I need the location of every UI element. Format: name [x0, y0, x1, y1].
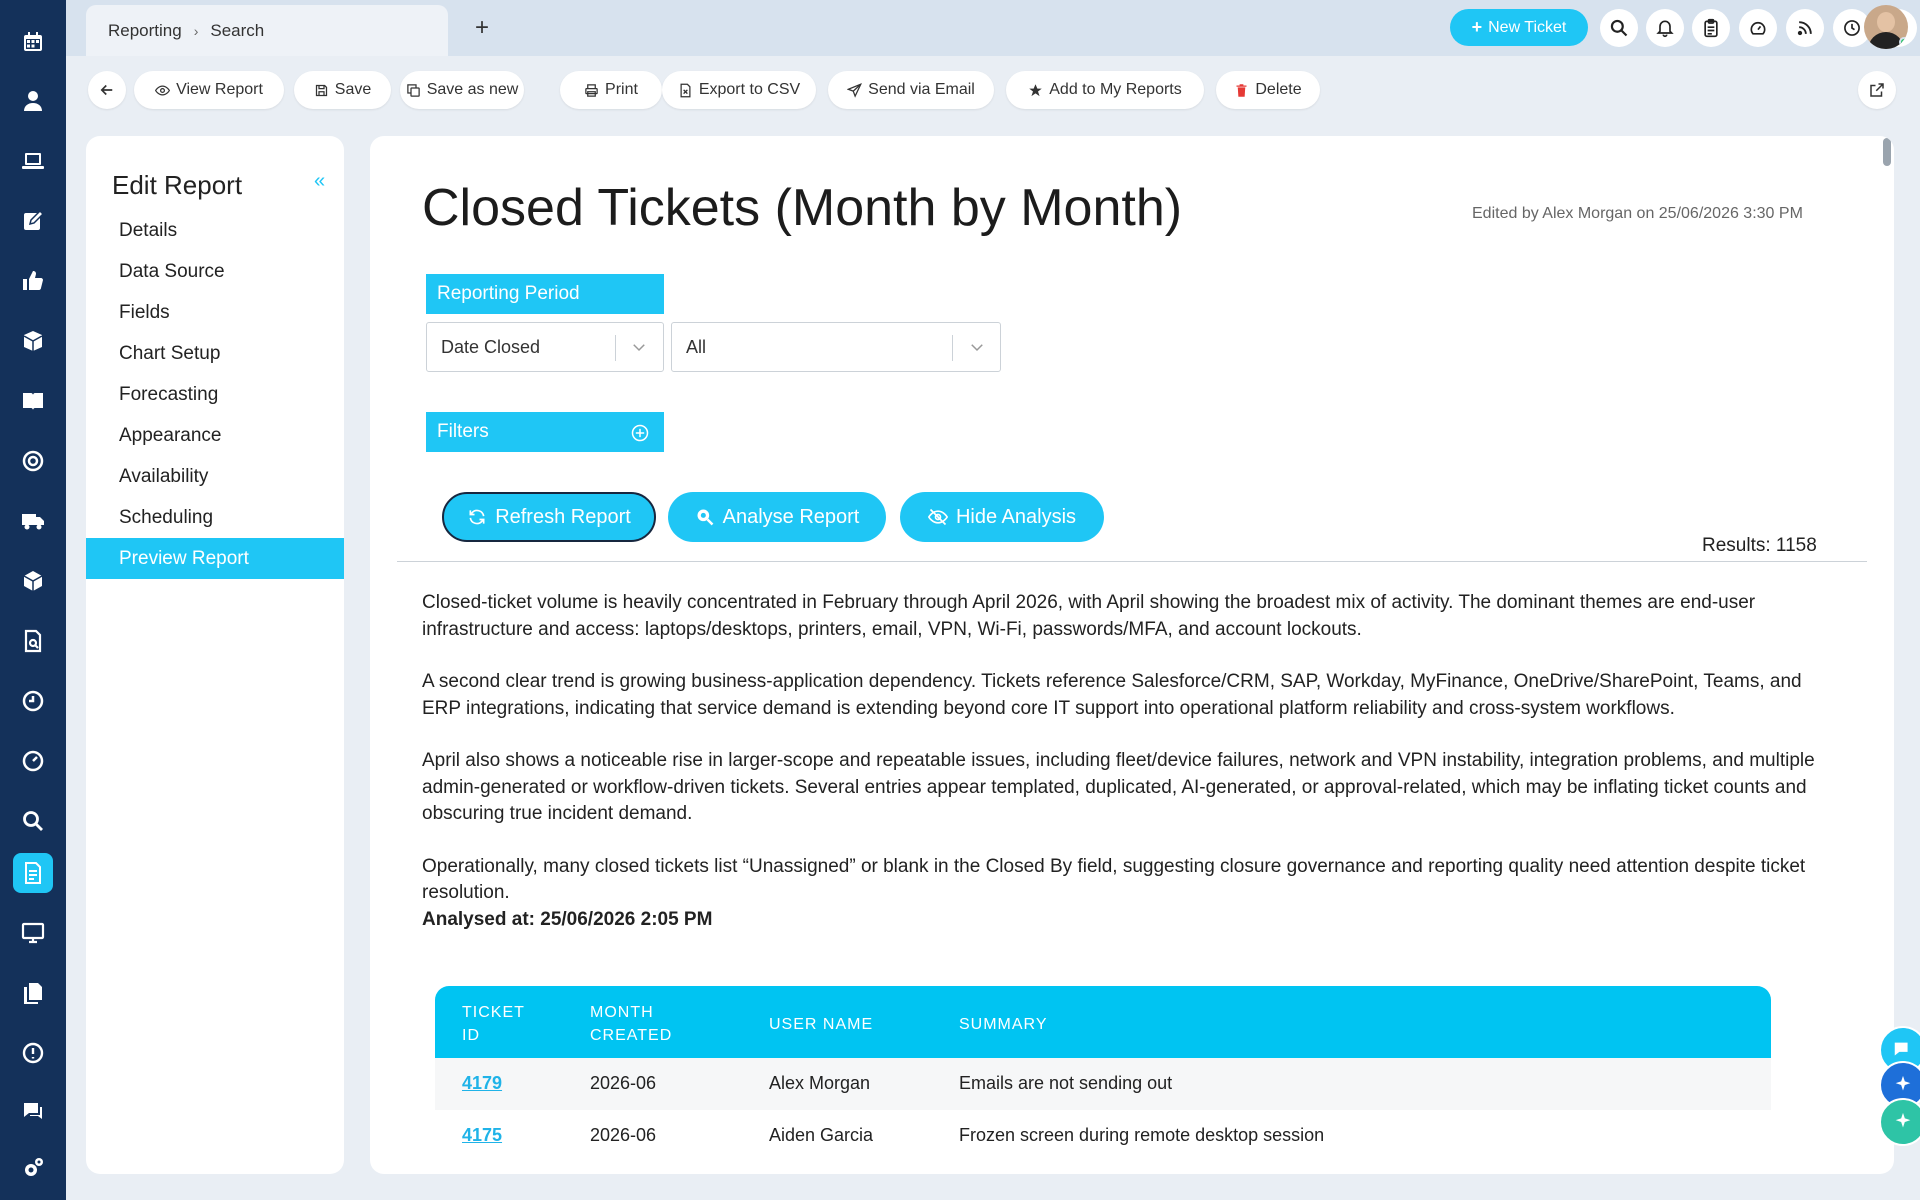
export-csv-label: Export to CSV: [698, 81, 801, 98]
bell-icon[interactable]: [1646, 9, 1684, 47]
results-count: Results: 1158: [1702, 535, 1817, 556]
files-icon[interactable]: [13, 973, 53, 1013]
sidebar-item-availability[interactable]: Availability: [119, 465, 209, 487]
report-preview-panel: [370, 136, 1894, 1174]
sidebar-item-forecasting[interactable]: Forecasting: [119, 383, 219, 405]
reporting-period-header: Reporting Period: [426, 274, 664, 314]
star-icon: [1028, 83, 1043, 98]
trash-icon: [1234, 83, 1249, 98]
external-link-icon: [1868, 81, 1886, 99]
sidebar-item-fields[interactable]: Fields: [119, 301, 170, 323]
ai-helper-button[interactable]: [1879, 1098, 1920, 1146]
save-icon: [314, 83, 329, 98]
chat-bubble-icon: [1892, 1039, 1914, 1061]
print-button[interactable]: [560, 71, 662, 109]
analysis-paragraph-3: April also shows a noticeable rise in larger-scope and repeatable issues, including fleet/device failures, network and VPN instability, integration problems, and multiple admin-generated or workflow-driven tickets. Several entries appear templated, duplicated, AI-generated, or approval-related, which may be inflating ticket counts and obscuring true incident demand.: [422, 750, 1815, 824]
chat-icon[interactable]: [13, 1091, 53, 1131]
table-row[interactable]: [435, 1058, 1771, 1110]
rss-icon[interactable]: [1786, 9, 1824, 47]
sidebar-item-preview-report[interactable]: Preview Report: [86, 538, 344, 579]
user-icon[interactable]: [13, 81, 53, 121]
refresh-report-label: Refresh Report: [495, 505, 631, 528]
file-export-icon: [678, 83, 693, 98]
search-icon[interactable]: [13, 801, 53, 841]
sidebar-item-scheduling[interactable]: Scheduling: [119, 506, 214, 528]
printer-icon: [584, 83, 599, 98]
delete-button[interactable]: [1216, 71, 1320, 109]
open-external-button[interactable]: [1858, 71, 1896, 109]
book-icon[interactable]: [13, 381, 53, 421]
hide-analysis-label: Hide Analysis: [955, 505, 1077, 528]
month-created-cell: 2026-06: [590, 1073, 657, 1093]
toolbar: [66, 56, 1920, 124]
save-button[interactable]: [294, 71, 391, 109]
breadcrumb-reporting[interactable]: Reporting: [108, 20, 182, 40]
send-icon: [847, 83, 862, 98]
refresh-icon: [467, 507, 487, 527]
col-user-name[interactable]: USER NAME: [769, 1016, 874, 1033]
analysis-paragraph-4: Operationally, many closed tickets list “Unassigned” or blank in the Closed By field, suggesting closure governance and reporting quality need attention despite ticket resolution.: [422, 855, 1806, 903]
analysis-paragraph-1: Closed-ticket volume is heavily concentrated in February through April 2026, with April showing the broadest mix of activity. The dominant themes are end-user infrastructure and access: laptops/desktops, printers, email, VPN, Wi-Fi, passwords/MFA, and account lockouts.: [422, 592, 1756, 640]
sparkle-icon: [1892, 1074, 1914, 1096]
analyse-report-button[interactable]: [668, 492, 886, 542]
clipboard-icon[interactable]: [1692, 9, 1730, 47]
back-button[interactable]: [88, 71, 126, 109]
summary-cell: Frozen screen during remote desktop session: [959, 1125, 1325, 1145]
calendar-icon[interactable]: [13, 22, 53, 62]
copy-icon: [406, 83, 421, 98]
report-icon[interactable]: [13, 853, 53, 893]
save-as-new-label: Save as new: [426, 81, 519, 98]
period-range-value: All: [686, 336, 707, 357]
analysis-paragraph-2: A second clear trend is growing business-application dependency. Tickets reference Salesforce/CRM, SAP, Workday, MyFinance, OneDrive/SharePoint, Teams, and ERP integrations, indicating that service demand is extending beyond core IT support into operational platform reliability and cross-system workflows.: [422, 671, 1802, 719]
box-icon[interactable]: [13, 321, 53, 361]
col-ticket-id-line2: ID: [462, 1027, 480, 1044]
tickets-table: [435, 986, 1771, 1162]
analysed-at-text: Analysed at: 25/06/2026 2:05 PM: [422, 908, 713, 930]
ticket-id-link[interactable]: 4179: [462, 1073, 503, 1093]
truck-icon[interactable]: [13, 501, 53, 541]
user-name-cell: Alex Morgan: [769, 1073, 871, 1093]
table-row[interactable]: [435, 1110, 1771, 1162]
avatar-head: [1877, 12, 1895, 32]
add-to-my-reports-label: Add to My Reports: [1049, 81, 1182, 98]
eye-slash-icon: [928, 507, 948, 527]
target-icon[interactable]: [13, 441, 53, 481]
period-field-select[interactable]: [426, 322, 664, 372]
sidebar-item-chart-setup[interactable]: Chart Setup: [119, 342, 221, 364]
select-divider: [952, 335, 953, 361]
collapse-icon[interactable]: «: [314, 170, 326, 192]
filters-header[interactable]: [426, 412, 664, 452]
ticket-id-link[interactable]: 4175: [462, 1125, 503, 1145]
period-range-select[interactable]: [671, 322, 1001, 372]
month-created-cell: 2026-06: [590, 1125, 657, 1145]
chevron-down-icon: [630, 338, 648, 356]
col-ticket-id[interactable]: [462, 1001, 525, 1047]
sparkle-icon: [1892, 1111, 1914, 1133]
dashboard-icon[interactable]: [1739, 9, 1777, 47]
avatar[interactable]: [1864, 5, 1908, 49]
clock-icon[interactable]: [13, 681, 53, 721]
analyse-report-label: Analyse Report: [722, 505, 860, 528]
plus-icon: +: [1471, 17, 1483, 37]
col-month-created-line2: CREATED: [590, 1027, 673, 1044]
online-status-dot: [1899, 37, 1908, 47]
edit-icon[interactable]: [13, 201, 53, 241]
col-month-created[interactable]: [590, 1001, 672, 1047]
filters-label: Filters: [437, 421, 489, 442]
sidebar-item-details[interactable]: Details: [119, 219, 178, 241]
monitor-icon[interactable]: [13, 913, 53, 953]
save-as-new-button[interactable]: [400, 71, 524, 109]
new-ticket-label: New Ticket: [1488, 18, 1567, 36]
arrow-left-icon: [98, 81, 116, 99]
divider: [397, 561, 1867, 562]
col-month-created-line1: MONTH: [590, 1004, 654, 1021]
breadcrumb-search[interactable]: Search: [210, 20, 265, 40]
user-name-cell: Aiden Garcia: [769, 1125, 874, 1145]
laptop-icon[interactable]: [13, 141, 53, 181]
add-filter-icon[interactable]: [630, 423, 650, 443]
refresh-report-button[interactable]: [442, 492, 656, 542]
edit-report-title: Edit Report: [112, 170, 243, 200]
icon-rail: [0, 0, 66, 1200]
period-field-value: Date Closed: [441, 336, 541, 357]
page-title: Closed Tickets (Month by Month): [422, 179, 1183, 237]
analysis-text: [422, 590, 1822, 959]
sidebar-item-data-source[interactable]: Data Source: [119, 260, 225, 282]
print-label: Print: [605, 81, 638, 98]
new-ticket-button[interactable]: [1450, 9, 1588, 46]
document-search-icon[interactable]: [13, 621, 53, 661]
breadcrumb-tab[interactable]: [86, 5, 448, 56]
sidebar-item-appearance[interactable]: Appearance: [119, 424, 222, 446]
view-report-label: View Report: [176, 81, 263, 98]
settings-icon[interactable]: [13, 1148, 53, 1188]
hide-analysis-button[interactable]: [900, 492, 1104, 542]
export-csv-button[interactable]: [662, 71, 816, 109]
view-report-button[interactable]: [134, 71, 284, 109]
edited-by-text: Edited by Alex Morgan on 25/06/2026 3:30 PM: [1472, 205, 1803, 222]
chevron-down-icon: [968, 338, 986, 356]
delete-label: Delete: [1255, 81, 1302, 98]
breadcrumb-chevron-icon: ›: [193, 22, 199, 39]
summary-cell: Emails are not sending out: [959, 1073, 1173, 1093]
add-to-my-reports-button[interactable]: [1006, 71, 1204, 109]
scrollbar-thumb[interactable]: [1883, 138, 1891, 166]
save-label: Save: [334, 81, 372, 98]
top-bar: [66, 0, 1920, 56]
alert-icon[interactable]: [13, 1033, 53, 1073]
cube-icon[interactable]: [13, 561, 53, 601]
eye-icon: [155, 83, 170, 98]
search-analyse-icon: [695, 507, 715, 527]
send-email-label: Send via Email: [868, 81, 975, 98]
search-icon[interactable]: [1600, 9, 1638, 47]
table-header: [435, 986, 1771, 1058]
edit-report-panel: [86, 136, 344, 1174]
select-divider: [615, 335, 616, 361]
add-tab-icon[interactable]: +: [474, 14, 489, 41]
table-body: [435, 1058, 1771, 1162]
thumbs-up-icon[interactable]: [13, 261, 53, 301]
col-summary[interactable]: SUMMARY: [959, 1016, 1048, 1033]
speedometer-icon[interactable]: [13, 741, 53, 781]
col-ticket-id-line1: TICKET: [462, 1004, 525, 1021]
send-email-button[interactable]: [828, 71, 994, 109]
